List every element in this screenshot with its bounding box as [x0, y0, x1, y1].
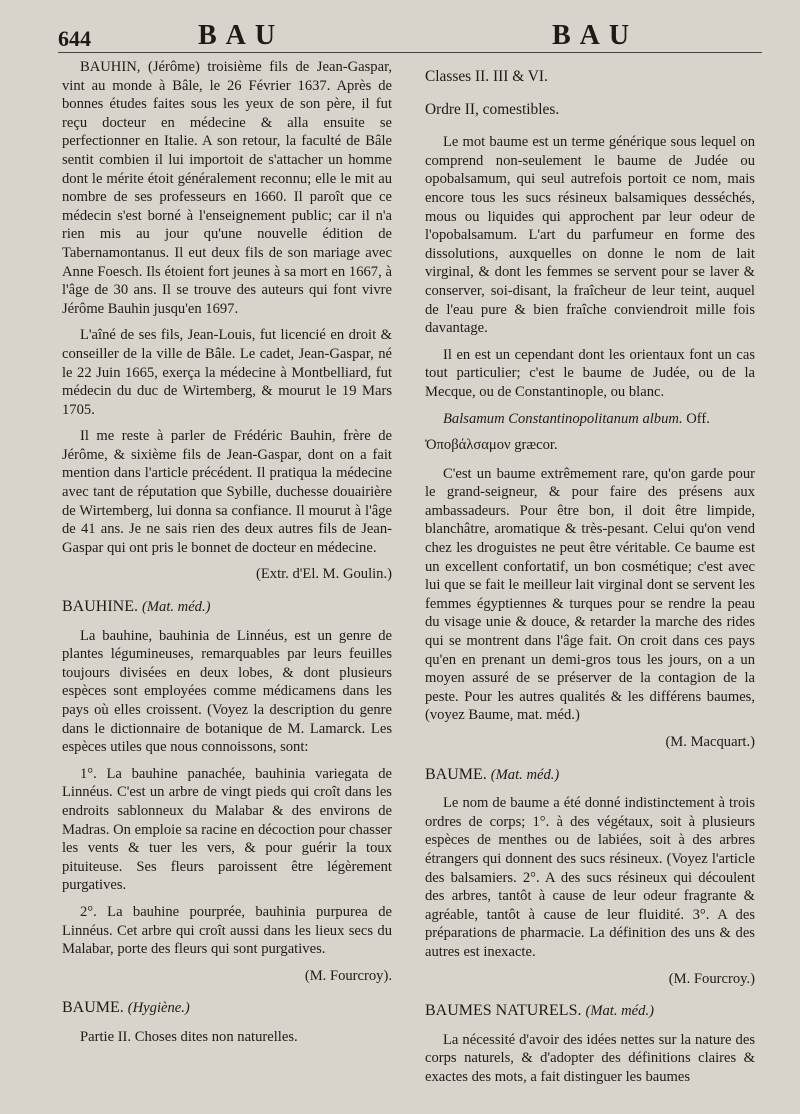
baume-generic-paragraph: Le mot baume est un terme générique sous lequel on comprend non-seulement le baume de Judée ou opobalsamum, qui seul autrefois portoit ce nom, mais encore tous les sucs résineux balsamiques desséchés, mous ou liquides qui approchent par leur odeur de l'opobalsamum. L'art du parfumeur en forme des dissolutions, auxquelles on donne le nom de lait virginal, & dont les femmes se servent pour se laver & conserver, soi-disant, la fraîcheur de leur teint, auquel de l'eau pure & bien fraîche conviendroit mille fois davantage.: [425, 134, 755, 337]
running-head-left: BAU: [198, 20, 285, 51]
heading-subject: (Mat. méd.): [585, 1003, 654, 1020]
baume-definition-paragraph: Le nom de baume a été donné indistinctement à trois ordres de corps; 1°. à des végétaux, soit à plusieurs espèces de menthes ou de labiées, soit à des arbres étrangers qui donnent des sucs résineux. (Voyez l'article des balsamiers. 2°. A des sucs résineux qui découlent des arbres, tantôt à cause de leur odeur fragrante & agréable, tantôt à cause de leur fluidité. 3°. A des préparations de pharmacie. La définition des uns & des autres est inexacte.: [425, 795, 755, 960]
heading-title: BAUMES NATURELS.: [425, 1002, 582, 1020]
heading-subject: (Mat. méd.): [142, 599, 211, 616]
signature-fourcroy: (M. Fourcroy).: [304, 967, 392, 984]
heading-subject: (Hygiène.): [127, 1000, 190, 1017]
ordre-line: Ordre II, comestibles.: [425, 100, 560, 118]
latin-off: Off.: [686, 410, 710, 427]
latin-name: Balsamum Constantinopolitanum album.: [443, 410, 683, 427]
classes-line: Classes II. III & VI.: [425, 68, 548, 85]
signature-macquart: (M. Macquart.): [665, 734, 755, 750]
heading-title: BAUHINE.: [62, 598, 138, 616]
bauhin-frederic-paragraph: Il me reste à parler de Frédéric Bauhin, frère de Jérôme, & sixième fils de Jean-Gaspar, dont on a fait mention dans l'article précédent. Il pratiqua la médecine avec tant de réputation que Sybille, duchesse douairière de Wirtemberg, lui donna sa confiance. Il mourut à l'âge de 41 ans. Je ne sais rien des deux autres fils de Jean-Gaspar qui ont pris le bonnet de docteur en médecine.: [62, 428, 392, 556]
article-heading-baume-mat-med: [425, 766, 755, 785]
article-heading-baumes-naturels: [425, 1002, 755, 1021]
baume-judee-paragraph: Il en est un cependant dont les orientaux font un cas tout particulier; c'est le baume de Judée, ou de la Mecque, ou de Constantinople, ou blanc.: [425, 346, 755, 400]
left-column: [62, 58, 392, 1055]
bauhine-variegata-paragraph: 1°. La bauhine panachée, bauhinia variegata de Linnéus. C'est un arbre de vingt pieds qui croît dans les endroits sablonneux du Malabar & des environs de Madras. On emploie sa racine en décoction pour chasser les vents & tuer les vers, & pour guérir la toux pituiteuse. Ses fleurs paroissent être légèrement purgatives.: [62, 765, 392, 894]
baumes-naturels-paragraph: La nécessité d'avoir des idées nettes sur la nature des corps naturels, & d'adopter des définitions claires & exactes des mots, a fait distinguer les baumes: [425, 1031, 755, 1085]
running-head-right: BAU: [552, 20, 639, 51]
bauhin-jerome-paragraph: BAUHIN, (Jérôme) troisième fils de Jean-Gaspar, vint au monde à Bâle, le 26 Février 1637. Après de bonnes études faites sous les yeux de son père, il fut reçu docteur en médecine & alla ensuite se perfectionner en Italie. A son retour, la faculté de Bâle sentit combien il lui importoit de s'attacher un homme dont le mérite étoit généralement reconnu; elle le mit au nombre de ses professeurs en 1660. Il paroît que ce médecin s'est borné à l'enseignement public; car il n'a rien mis au jour qu'une nouvelle édition de Tabernamontanus. Il eut deux fils de son mariage avec Anne Foesch. Ils étoient fort jeunes à sa mort en 1667, à l'âge de 30 ans. Il se trouve des auteurs qui font vivre Jérôme Bauhin jusqu'en 1697.: [62, 59, 392, 317]
running-head: [58, 18, 762, 52]
signature-fourcroy-2: (M. Fourcroy.): [668, 970, 755, 987]
right-column: [425, 58, 755, 1095]
heading-subject: (Mat. méd.): [490, 766, 560, 783]
heading-title: BAUME.: [62, 999, 124, 1017]
latin-name-line: [425, 410, 755, 429]
heading-title: BAUME.: [425, 765, 487, 783]
bauhine-intro-paragraph: La bauhine, bauhinia de Linnéus, est un genre de plantes légumineuses, remarquables par leurs feuilles toujours divisées en deux lobes, & dont plusieurs espèces sont employées comme médicamens dans les pays où elles croissent. (Voyez la description du genre dans le dictionnaire de botanique de M. Lamarck. Les espèces utiles que nous connoissons, sont:: [62, 627, 392, 756]
signature-goulin: (Extr. d'El. M. Goulin.): [256, 566, 392, 583]
baume-rare-paragraph: C'est un baume extrêmement rare, qu'on garde pour le grand-seigneur, & pour faire des présens aux ambassadeurs. Pour être bon, il doit être limpide, blanchâtre, aromatique & très-pesant. Celui qu'on vend chez les droguistes ne peut être véritable. Ce baume est un excellent confortatif, un bon cosmétique; c'est avec lui que se fait le meilleur lait virginal dont se servent les femmes égyptiennes & turques pour se rendre la peau du visage unie & douce, & retarder la marche des rides qui se montrent dans l'âge fait. On croit dans ces pays qu'en en prenant un demi-gros tous les jours, on a un moyen assuré de se préserver de la contagion de la peste. Pour les autres qualités & les différens baumes, (voyez Baume, mat. méd.): [425, 465, 755, 724]
header-rule: [58, 52, 762, 53]
greek-name-line: Ὀποβάλσαμον græcor.: [425, 437, 558, 454]
article-heading-bauhine: [62, 598, 392, 617]
bauhine-purpurea-paragraph: 2°. La bauhine pourprée, bauhinia purpurea de Linnéus. Cet arbre qui croît aussi dans les lieux secs du Malabar, porte des fleurs qui sont purgatives.: [62, 903, 392, 958]
partie-line: Partie II. Choses dites non naturelles.: [80, 1028, 298, 1045]
bauhin-sons-paragraph: L'aîné de ses fils, Jean-Louis, fut licencié en droit & conseiller de la ville de Bâle. Le cadet, Jean-Gaspar, né le 22 Juin 1665, exerça la médecine à Montbelliard, fut médecin du duc de Wirtemberg, & mourut le 19 Mars 1705.: [62, 327, 392, 418]
page-number: 644: [58, 26, 91, 51]
article-heading-baume-hygiene: [62, 999, 392, 1018]
